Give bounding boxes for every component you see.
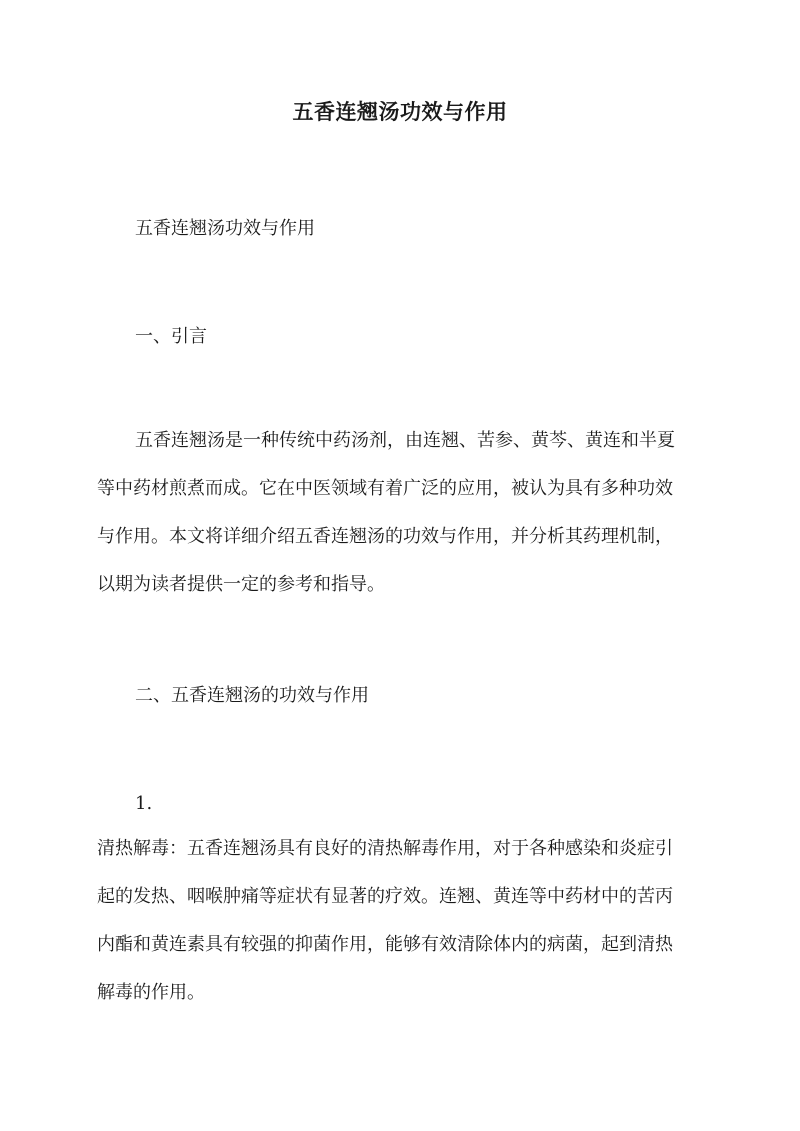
list-item-number: 1. [135,793,153,814]
paragraph-line: 五香连翘汤是一种传统中药汤剂，由连翘、苦参、黄芩、黄连和半夏 [135,430,675,451]
paragraph-line: 等中药材煎煮而成。它在中医领域有着广泛的应用，被认为具有多种功效 [97,478,673,499]
section-heading-effects: 二、五香连翘汤的功效与作用 [135,685,369,706]
paragraph-line: 内酯和黄连素具有较强的抑菌作用，能够有效清除体内的病菌，起到清热 [97,934,673,955]
paragraph-line: 与作用。本文将详细介绍五香连翘汤的功效与作用，并分析其药理机制， [97,526,673,547]
intro-paragraph-continued [97,465,673,609]
paragraph-line: 清热解毒：五香连翘汤具有良好的清热解毒作用，对于各种感染和炎症引 [97,838,673,859]
document-subtitle: 五香连翘汤功效与作用 [135,218,315,239]
intro-paragraph [135,417,675,465]
paragraph-line: 以期为读者提供一定的参考和指导。 [97,574,385,595]
item-paragraph [97,825,673,1017]
document-title: 五香连翘汤功效与作用 [292,99,508,124]
paragraph-line: 起的发热、咽喉肿痛等症状有显著的疗效。连翘、黄连等中药材中的苦丙 [97,886,673,907]
paragraph-line: 解毒的作用。 [97,982,205,1003]
section-heading-introduction: 一、引言 [135,326,207,347]
